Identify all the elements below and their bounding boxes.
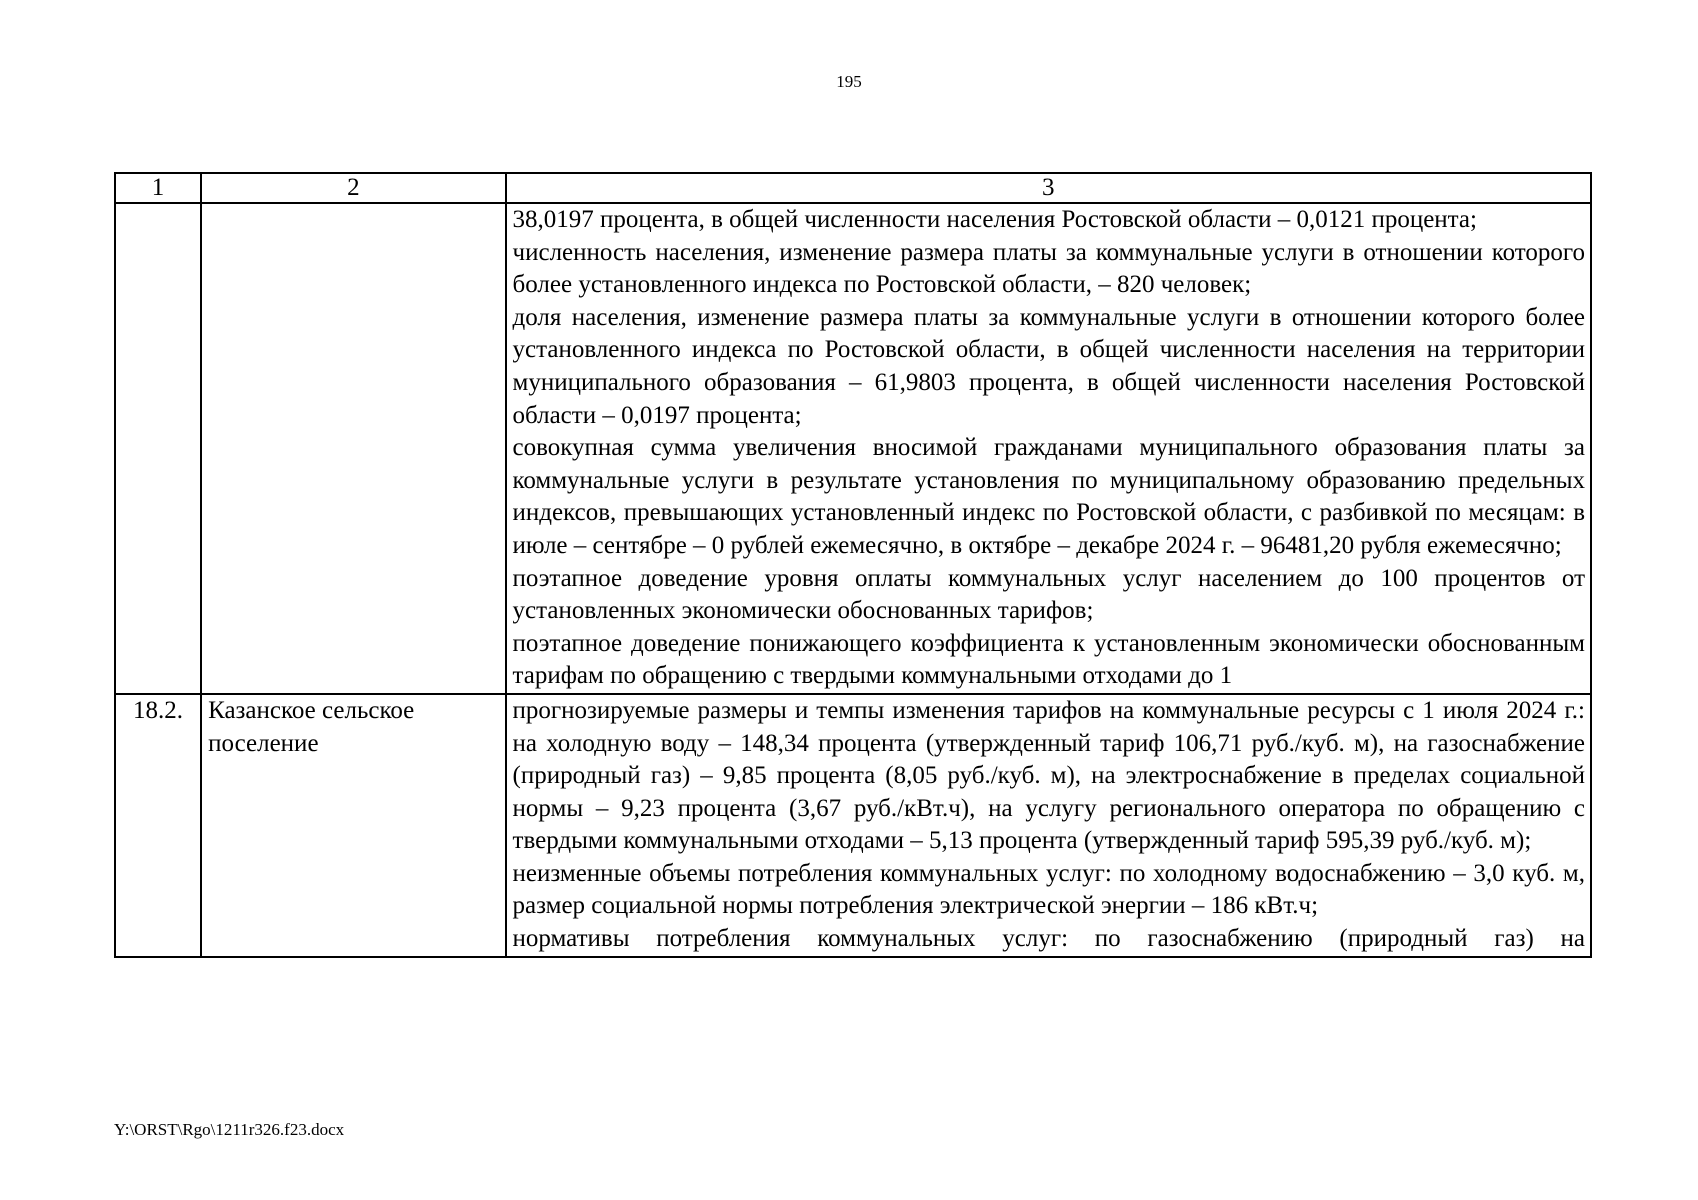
footer-file-path: Y:\ORST\Rgo\1211r326.f23.docx xyxy=(114,1120,345,1139)
content-paragraph: поэтапное доведение уровня оплаты коммунальных услуг населением до 100 процентов от установленных экономически обоснованных тарифов; xyxy=(512,564,1585,625)
row-number xyxy=(115,203,201,694)
column-header-3: 3 xyxy=(506,173,1591,203)
table-header-row xyxy=(115,173,1591,203)
content-paragraph: численность населения, изменение размера платы за коммунальные услуги в отношении которого более установленного индекса по Ростовской области, – 820 человек; xyxy=(512,238,1585,299)
row-municipality xyxy=(201,203,505,694)
page-number: 195 xyxy=(836,72,862,91)
table-row xyxy=(115,203,1591,694)
content-paragraph: совокупная сумма увеличения вносимой гражданами муниципального образования платы за коммунальные услуги в результате установления по муниципальному образованию предельных индексов, превышающих установленный индекс по Ростовской области, с разбивкой по месяцам: в июле – сентябре – 0 рублей ежемесячно, в октябре – декабре 2024 г. – 96481,20 рубля ежемесячно; xyxy=(512,434,1585,559)
row-number: 18.2. xyxy=(115,694,201,957)
content-paragraph: доля населения, изменение размера платы за коммунальные услуги в отношении которого более установленного индекса по Ростовской области, в общей численности населения на территории муниципального образования – 61,9803 процента, в общей численности населения Ростовской области – 0,0197 процента; xyxy=(512,303,1585,429)
row-municipality: Казанское сельское поселение xyxy=(201,694,505,957)
document-table xyxy=(114,172,1592,958)
table-row xyxy=(115,694,1591,957)
content-paragraph: 38,0197 процента, в общей численности населения Ростовской области – 0,0121 процента; xyxy=(512,206,1477,233)
row-content xyxy=(506,694,1591,957)
column-header-2: 2 xyxy=(201,173,505,203)
column-header-1: 1 xyxy=(115,173,201,203)
row-content xyxy=(506,203,1591,694)
content-paragraph: поэтапное доведение понижающего коэффициента к установленным экономически обоснованным тарифам по обращению с твердыми коммунальными отходами до 1 xyxy=(512,629,1585,690)
content-paragraph: прогнозируемые размеры и темпы изменения тарифов на коммунальные ресурсы с 1 июля 2024 г.: на холодную воду – 148,34 процента (утвержденный тариф 106,71 руб./куб. м), на газоснабжение (природный газ) – 9,85 процента (8,05 руб./куб. м), на электроснабжение в пределах социальной нормы – 9,23 процента (3,67 руб./кВт.ч), на услугу регионального оператора по обращению с твердыми коммунальными отходами – 5,13 процента (утвержденный тариф 595,39 руб./куб. м); xyxy=(512,696,1585,855)
content-paragraph: неизменные объемы потребления коммунальных услуг: по холодному водоснабжению – 3,0 куб. м, размер социальной нормы потребления электрической энергии – 186 кВт.ч; xyxy=(512,859,1585,920)
content-paragraph: нормативы потребления коммунальных услуг: по газоснабжению (природный газ) на xyxy=(512,925,1585,953)
